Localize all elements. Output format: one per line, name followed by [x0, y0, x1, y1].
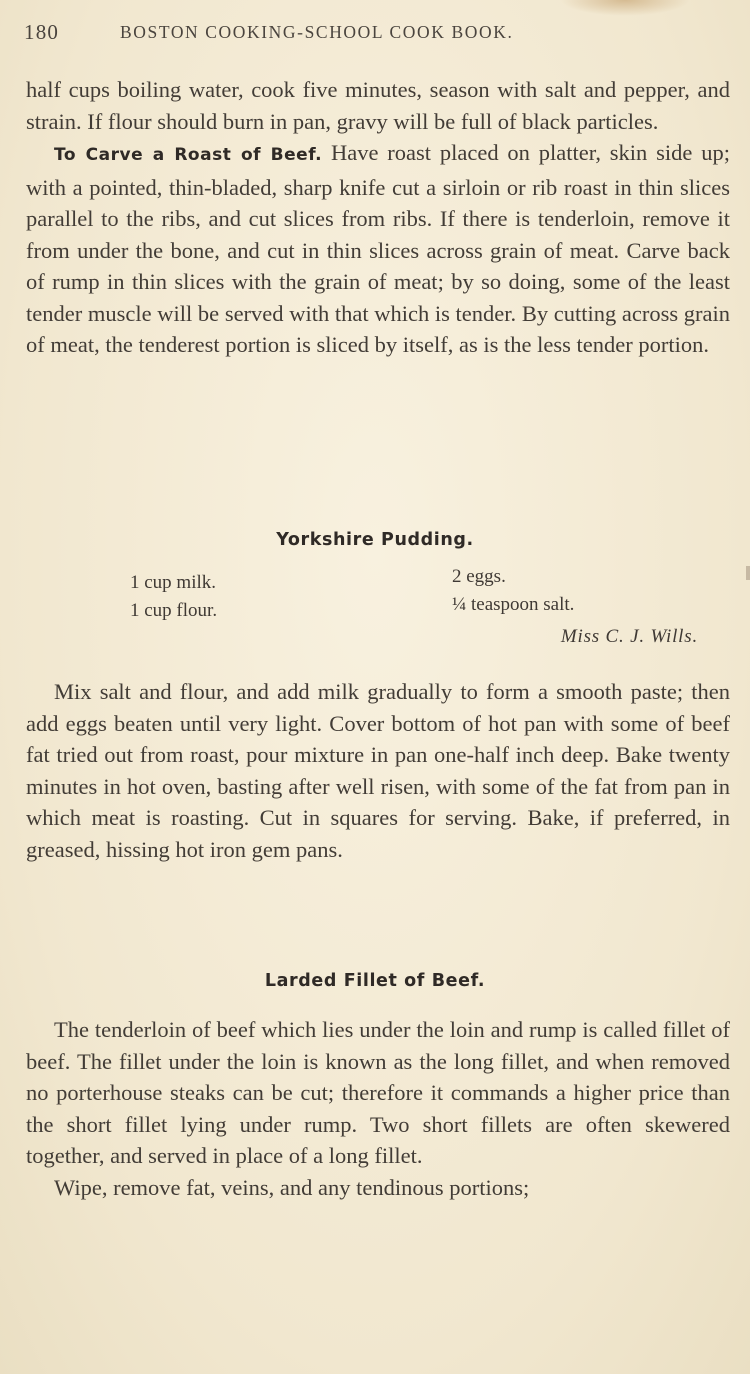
ingredient-item: 1 cup flour.: [130, 600, 218, 621]
yorkshire-method-section: [26, 676, 730, 865]
larded-section: [26, 1014, 730, 1203]
larded-paragraph-2: Wipe, remove fat, veins, and any tendinous portions;: [54, 1174, 530, 1200]
ingredient-item: 1 cup milk.: [130, 572, 217, 593]
ingredient-item: ¼ teaspoon salt.: [452, 594, 575, 615]
yorkshire-title: Yorkshire Pudding.: [276, 530, 474, 550]
book-title: BOSTON COOKING-SCHOOL COOK BOOK.: [120, 22, 514, 42]
ingredient-item: 2 eggs.: [452, 566, 506, 587]
carve-paragraph: [26, 137, 730, 361]
recipe-attribution: Miss C. J. Wills.: [560, 626, 698, 647]
page-number: 180: [24, 20, 60, 44]
margin-mark: [746, 566, 750, 580]
larded-fillet-title: Larded Fillet of Beef.: [264, 971, 486, 991]
yorkshire-method: Mix salt and flour, and add milk gradually to form a smooth paste; then add eggs beaten until very light. Cover bottom of hot pan with some of beef fat tried out from roast, pour mixture in pan one-half inch deep. Bake twenty minutes in hot oven, basting after well risen, with some of the fat from pan in which meat is roasting. Cut in squares for serving. Bake, if preferred, in greased, hissing hot iron gem pans.: [26, 679, 730, 862]
carve-text: Have roast placed on platter, skin side up; with a pointed, thin-bladed, sharp knife cut a sirloin or rib roast in thin slices parallel to the ribs, and cut slices from ribs. If there is tenderloin, remove it from under the bone, and cut in thin slices across grain of meat. Carve back of rump in thin slices with the grain of meat; by so doing, some of the least tender muscle will be served with that which is tender. By cutting across grain of meat, the tenderest portion is sliced by itself, as is the less tender portion.: [26, 140, 730, 357]
continued-paragraph: half cups boiling water, cook five minutes, season with salt and pepper, and strain. If flour should burn in pan, gravy will be full of black particles.: [26, 77, 730, 134]
larded-paragraph: The tenderloin of beef which lies under the loin and rump is called fillet of beef. The fillet under the loin is known as the long fillet, and when removed no porterhouse steaks can be cut; therefore it commands a higher price than the short fillet lying under rump. Two short fillets are often skewered together, and served in place of a long fillet.: [26, 1017, 730, 1168]
top-section: [26, 74, 730, 361]
carve-heading: To Carve a Roast of Beef.: [54, 145, 323, 165]
running-head: [24, 14, 690, 54]
